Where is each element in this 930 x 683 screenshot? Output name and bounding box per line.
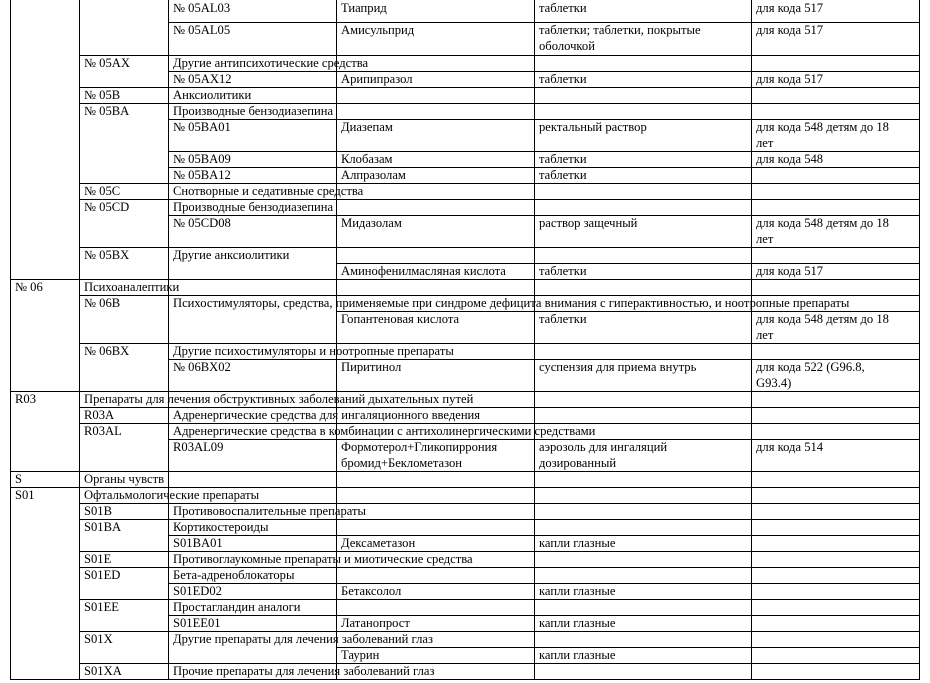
- table-cell: S01XA: [84, 664, 122, 678]
- table-grid-line: [534, 279, 535, 296]
- table-cell: № 05AL03: [173, 1, 231, 15]
- table-cell: для кода 548 детям до 18: [756, 312, 889, 326]
- table-grid-line: [79, 407, 80, 424]
- table-grid-line: [79, 423, 80, 440]
- table-grid-line: [336, 439, 337, 472]
- table-grid-line: [336, 647, 920, 648]
- table-grid-line: [534, 487, 535, 504]
- table-grid-line: [751, 263, 752, 280]
- table-grid-line: [751, 55, 752, 72]
- table-grid-line: [168, 103, 169, 120]
- table-cell: Органы чувств: [84, 472, 165, 486]
- table-grid-line: [534, 0, 535, 23]
- table-cell: Адренергические средства в комбинации с антихолинергическими средствами: [173, 424, 596, 438]
- table-cell: Противовоспалительные препараты: [173, 504, 366, 518]
- table-cell: для кода 548 детям до 18: [756, 216, 889, 230]
- table-grid-line: [751, 487, 752, 504]
- table-grid-line: [534, 391, 535, 408]
- table-cell: таблетки: [539, 72, 587, 86]
- table-grid-line: [79, 599, 80, 616]
- table-cell: S01BA: [84, 520, 122, 534]
- table-grid-line: [534, 55, 535, 72]
- table-grid-line: [751, 167, 752, 184]
- table-grid-line: [168, 439, 169, 472]
- table-cell: Производные бензодиазепина: [173, 104, 334, 118]
- table-grid-line: [534, 199, 535, 216]
- table-cell: № 05BA09: [173, 152, 231, 166]
- table-grid-line: [336, 279, 337, 296]
- table-cell: Анксиолитики: [173, 88, 252, 102]
- table-grid-line: [79, 279, 80, 296]
- table-cell: № 05C: [84, 184, 121, 198]
- table-grid-line: [534, 567, 535, 584]
- table-cell: Алпразолам: [341, 168, 406, 182]
- table-grid-line: [751, 119, 752, 152]
- table-grid-line: [336, 167, 337, 184]
- table-cell: Другие препараты для лечения заболеваний глаз: [173, 632, 433, 646]
- table-grid-line: [79, 215, 80, 248]
- table-grid-line: [336, 87, 337, 104]
- table-cell: Аминофенилмасляная кислота: [341, 264, 506, 278]
- table-cell: № 06: [15, 280, 43, 294]
- table-grid-line: [751, 535, 752, 552]
- table-grid-line: [168, 343, 169, 360]
- table-cell: капли глазные: [539, 584, 616, 598]
- table-grid-line: [751, 215, 752, 248]
- table-grid-line: [168, 71, 169, 88]
- table-grid-line: [79, 295, 80, 312]
- table-grid-line: [751, 87, 752, 104]
- table-grid-line: [79, 167, 80, 184]
- table-grid-line: [534, 631, 535, 648]
- table-grid-line: [534, 167, 535, 184]
- table-grid-line: [534, 407, 535, 424]
- table-grid-line: [336, 119, 337, 152]
- table-grid-line: [79, 503, 80, 520]
- table-grid-line: [168, 567, 169, 584]
- table-grid-line: [751, 343, 752, 360]
- table-cell: для кода 522 (G96.8,: [756, 360, 865, 374]
- table-grid-line: [534, 503, 535, 520]
- table-grid-line: [168, 519, 169, 536]
- table-grid-line: [168, 119, 169, 152]
- table-grid-line: [79, 119, 80, 152]
- table-cell: капли глазные: [539, 536, 616, 550]
- table-grid-line: [168, 0, 169, 23]
- table-grid-line: [168, 55, 169, 72]
- table-cell: раствор защечный: [539, 216, 638, 230]
- table-cell: № 05BX: [84, 248, 130, 262]
- table-grid-line: [534, 471, 535, 488]
- table-grid-line: [534, 183, 535, 200]
- table-grid-line: [79, 103, 80, 120]
- table-grid-line: [751, 71, 752, 88]
- table-cell: дозированный: [539, 456, 617, 470]
- table-cell: Психостимуляторы, средства, применяемые при синдроме дефицита внимания с гиперактивностью, и ноотропные препараты: [173, 296, 850, 310]
- table-grid-line: [168, 295, 169, 312]
- table-cell: R03AL09: [173, 440, 224, 454]
- table-grid-line: [168, 183, 169, 200]
- table-grid-line: [79, 55, 80, 72]
- table-grid-line: [10, 679, 920, 680]
- table-cell: для кода 517: [756, 72, 824, 86]
- table-cell: Другие антипсихотические средства: [173, 56, 369, 70]
- table-grid-line: [534, 119, 535, 152]
- table-grid-line: [534, 71, 535, 88]
- table-grid-line: [336, 487, 337, 504]
- table-grid-line: [168, 631, 169, 648]
- table-grid-line: [79, 519, 80, 536]
- table-grid-line: [168, 615, 169, 632]
- table-cell: R03: [15, 392, 36, 406]
- table-cell: № 05BA12: [173, 168, 231, 182]
- table-grid-line: [336, 263, 337, 280]
- table-grid-line: [336, 22, 337, 56]
- table-grid-line: [534, 359, 535, 392]
- table-cell: Мидазолам: [341, 216, 402, 230]
- table-grid-line: [79, 263, 80, 280]
- table-grid-line: [751, 279, 752, 296]
- table-grid-line: [751, 359, 752, 392]
- table-cell: Производные бензодиазепина: [173, 200, 334, 214]
- table-cell: Адренергические средства для ингаляционного введения: [173, 408, 481, 422]
- table-grid-line: [79, 583, 80, 600]
- table-grid-line: [79, 647, 80, 664]
- table-grid-line: [79, 343, 80, 360]
- table-grid-line: [79, 71, 80, 88]
- table-grid-line: [751, 599, 752, 616]
- table-cell: Арипипразол: [341, 72, 413, 86]
- table-grid-line: [751, 311, 752, 344]
- table-grid-line: [751, 471, 752, 488]
- table-cell: лет: [756, 328, 774, 342]
- table-grid-line: [168, 647, 169, 664]
- table-grid-line: [79, 391, 80, 408]
- table-cell: Формотерол+Гликопиррония: [341, 440, 498, 454]
- table-cell: S01BA01: [173, 536, 223, 550]
- table-cell: Бета-адреноблокаторы: [173, 568, 295, 582]
- table-cell: Другие анксиолитики: [173, 248, 290, 262]
- table-cell: Амисульприд: [341, 23, 415, 37]
- table-grid-line: [168, 503, 169, 520]
- table-cell: Клобазам: [341, 152, 393, 166]
- table-cell: Психоаналептики: [84, 280, 180, 294]
- table-cell: капли глазные: [539, 648, 616, 662]
- table-grid-line: [751, 503, 752, 520]
- table-grid-line: [534, 551, 535, 568]
- table-cell: № 05B: [84, 88, 121, 102]
- table-grid-line: [534, 247, 535, 264]
- table-cell: Гопантеновая кислота: [341, 312, 460, 326]
- table-cell: для кода 514: [756, 440, 824, 454]
- table-cell: № 05BA01: [173, 120, 231, 134]
- table-cell: для кода 517: [756, 264, 824, 278]
- table-cell: Другие психостимуляторы и ноотропные препараты: [173, 344, 454, 358]
- table-grid-line: [534, 22, 535, 56]
- table-grid-line: [919, 0, 920, 680]
- table-grid-line: [751, 663, 752, 680]
- table-grid-line: [751, 407, 752, 424]
- table-cell: № 05CD08: [173, 216, 231, 230]
- table-grid-line: [751, 199, 752, 216]
- table-grid-line: [534, 103, 535, 120]
- table-grid-line: [79, 551, 80, 568]
- table-cell: аэрозоль для ингаляций: [539, 440, 668, 454]
- table-grid-line: [751, 423, 752, 440]
- table-cell: S01ED02: [173, 584, 222, 598]
- table-cell: № 05CD: [84, 200, 130, 214]
- table-grid-line: [751, 439, 752, 472]
- table-grid-line: [168, 551, 169, 568]
- table-cell: Пиритинол: [341, 360, 402, 374]
- table-grid-line: [79, 311, 80, 344]
- table-grid-line: [751, 0, 752, 23]
- table-grid-line: [751, 391, 752, 408]
- table-grid-line: [336, 471, 337, 488]
- table-grid-line: [168, 22, 169, 56]
- table-grid-line: [751, 567, 752, 584]
- table-grid-line: [168, 471, 169, 488]
- table-cell: для кода 548 детям до 18: [756, 120, 889, 134]
- table-grid-line: [751, 103, 752, 120]
- table-cell: № 05AX12: [173, 72, 232, 86]
- table-grid-line: [79, 487, 80, 504]
- table-grid-line: [168, 599, 169, 616]
- table-grid-line: [79, 359, 80, 392]
- table-cell: R03AL: [84, 424, 122, 438]
- table-cell: для кода 548: [756, 152, 824, 166]
- table-cell: таблетки; таблетки, покрытые: [539, 23, 701, 37]
- table-grid-line: [168, 87, 169, 104]
- table-grid-line: [534, 519, 535, 536]
- table-cell: № 06B: [84, 296, 121, 310]
- table-grid-line: [751, 615, 752, 632]
- table-grid-line: [336, 0, 337, 23]
- table-grid-line: [168, 151, 169, 168]
- table-cell: для кода 517: [756, 1, 824, 15]
- table-grid-line: [168, 535, 169, 552]
- table-grid-line: [336, 71, 337, 88]
- table-cell: № 05AL05: [173, 23, 231, 37]
- table-grid-line: [336, 599, 337, 616]
- table-cell: таблетки: [539, 312, 587, 326]
- table-grid-line: [751, 583, 752, 600]
- table-grid-line: [168, 215, 169, 248]
- table-cell: Противоглаукомные препараты и миотические средства: [173, 552, 473, 566]
- table-cell: Прочие препараты для лечения заболеваний глаз: [173, 664, 435, 678]
- table-grid-line: [534, 87, 535, 104]
- table-grid-line: [79, 631, 80, 648]
- table-grid-line: [534, 311, 535, 344]
- table-grid-line: [534, 647, 535, 664]
- table-cell: R03A: [84, 408, 115, 422]
- table-grid-line: [79, 183, 80, 200]
- table-grid-line: [751, 519, 752, 536]
- table-grid-line: [534, 343, 535, 360]
- table-cell: оболочкой: [539, 39, 595, 53]
- table-grid-line: [534, 663, 535, 680]
- table-cell: Снотворные и седативные средства: [173, 184, 364, 198]
- table-grid-line: [751, 631, 752, 648]
- table-cell: для кода 517: [756, 23, 824, 37]
- table-grid-line: [168, 423, 169, 440]
- table-grid-line: [336, 519, 337, 536]
- table-cell: Диазепам: [341, 120, 393, 134]
- table-grid-line: [751, 151, 752, 168]
- table-cell: S01EE: [84, 600, 119, 614]
- table-cell: таблетки: [539, 168, 587, 182]
- table-grid-line: [751, 22, 752, 56]
- table-grid-line: [751, 183, 752, 200]
- table-grid-line: [534, 439, 535, 472]
- table-cell: Бетаксолол: [341, 584, 402, 598]
- table-grid-line: [534, 263, 535, 280]
- table-grid-line: [336, 311, 337, 344]
- table-grid-line: [168, 407, 169, 424]
- table-grid-line: [336, 535, 337, 552]
- table-cell: Простагландин аналоги: [173, 600, 301, 614]
- table-grid-line: [534, 215, 535, 248]
- table-grid-line: [751, 551, 752, 568]
- table-cell: суспензия для приема внутрь: [539, 360, 697, 374]
- table-grid-line: [168, 263, 169, 280]
- table-grid-line: [79, 663, 80, 680]
- table-cell: лет: [756, 232, 774, 246]
- table-cell: № 06BX: [84, 344, 130, 358]
- table-grid-line: [168, 663, 169, 680]
- table-cell: № 05BA: [84, 104, 130, 118]
- table-cell: таблетки: [539, 1, 587, 15]
- table-grid-line: [336, 103, 337, 120]
- table-grid-line: [168, 199, 169, 216]
- table-grid-line: [168, 583, 169, 600]
- table-grid-line: [79, 0, 80, 23]
- table-cell: капли глазные: [539, 616, 616, 630]
- table-cell: Препараты для лечения обструктивных заболеваний дыхательных путей: [84, 392, 474, 406]
- table-grid-line: [168, 311, 169, 344]
- table-cell: S01EE01: [173, 616, 221, 630]
- table-grid-line: [168, 247, 169, 264]
- table-grid-line: [534, 151, 535, 168]
- table-grid-line: [168, 359, 169, 392]
- table-cell: ректальный раствор: [539, 120, 647, 134]
- table-grid-line: [751, 647, 752, 664]
- table-grid-line: [336, 247, 337, 264]
- table-grid-line: [79, 567, 80, 584]
- table-grid-line: [336, 151, 337, 168]
- table-grid-line: [10, 0, 11, 680]
- table-grid-line: [79, 615, 80, 632]
- table-cell: Таурин: [341, 648, 380, 662]
- table-grid-line: [79, 22, 80, 56]
- table-cell: Кортикостероиды: [173, 520, 269, 534]
- table-grid-line: [336, 359, 337, 392]
- table-grid-line: [79, 439, 80, 472]
- table-cell: таблетки: [539, 152, 587, 166]
- table-grid-line: [751, 247, 752, 264]
- table-grid-line: [336, 215, 337, 248]
- table-grid-line: [336, 567, 337, 584]
- table-cell: S01ED: [84, 568, 121, 582]
- table-grid-line: [79, 471, 80, 488]
- table-grid-line: [79, 247, 80, 264]
- table-cell: S01: [15, 488, 35, 502]
- table-cell: № 06BX02: [173, 360, 231, 374]
- table-cell: G93.4): [756, 376, 792, 390]
- table-grid-line: [79, 535, 80, 552]
- table-cell: № 05AX: [84, 56, 130, 70]
- table-grid-line: [336, 583, 337, 600]
- table-cell: S: [15, 472, 23, 486]
- table-cell: S01E: [84, 552, 112, 566]
- table-cell: Тиаприд: [341, 1, 387, 15]
- table-grid-line: [534, 583, 535, 600]
- table-grid-line: [79, 199, 80, 216]
- table-grid-line: [79, 151, 80, 168]
- table-grid-line: [79, 87, 80, 104]
- table-grid-line: [534, 615, 535, 632]
- table-cell: бромид+Беклометазон: [341, 456, 463, 470]
- table-cell: лет: [756, 136, 774, 150]
- table-cell: S01X: [84, 632, 113, 646]
- table-grid-line: [336, 199, 337, 216]
- table-cell: Офтальмологические препараты: [84, 488, 260, 502]
- table-cell: Латанопрост: [341, 616, 410, 630]
- table-grid-line: [336, 615, 337, 632]
- table-grid-line: [534, 535, 535, 552]
- table-grid-line: [336, 647, 337, 664]
- table-grid-line: [168, 167, 169, 184]
- table-cell: Дексаметазон: [341, 536, 416, 550]
- table-cell: S01B: [84, 504, 112, 518]
- table-grid-line: [534, 599, 535, 616]
- table-cell: таблетки: [539, 264, 587, 278]
